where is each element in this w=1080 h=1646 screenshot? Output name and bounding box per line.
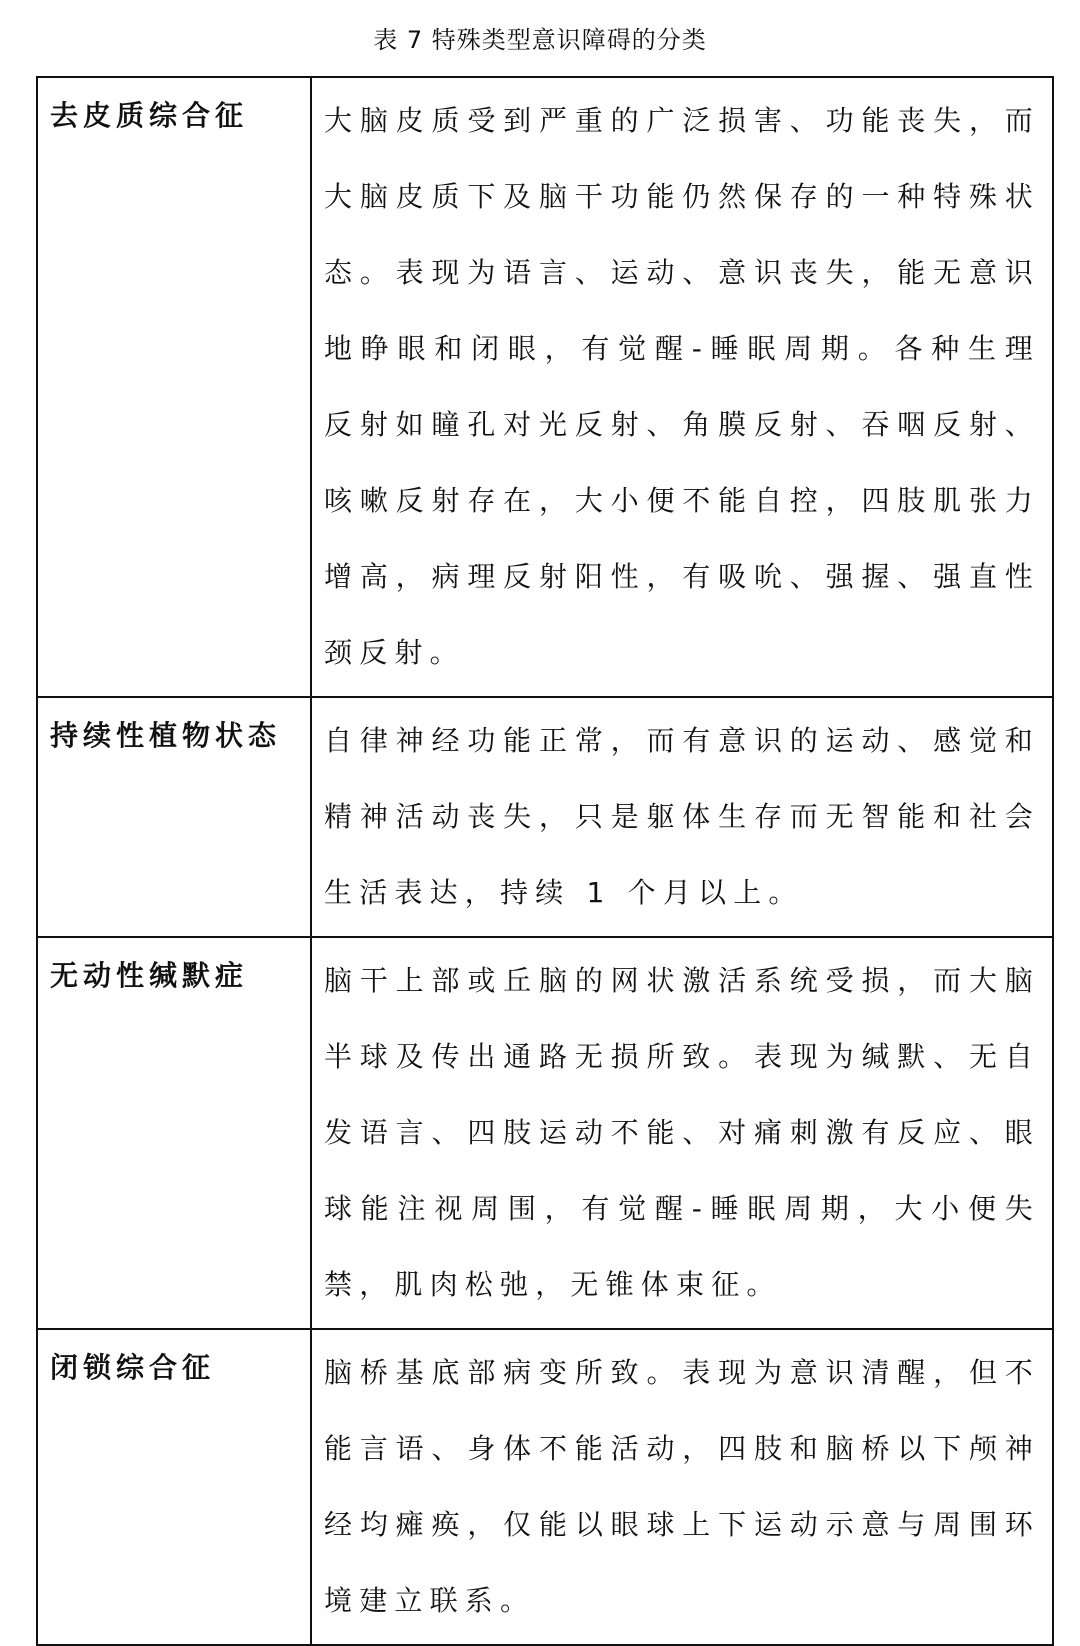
description-cell	[311, 1329, 1053, 1645]
description-akinetic-mutism: 脑干上部或丘脑的网状激活系统受损，而大脑半球及传出通路无损所致。表现为缄默、无自发语言、四肢运动不能、对痛刺激有反应、眼球能注视周围，有觉醒-睡眠周期，大小便失禁，肌肉松弛，无锥体束征。	[324, 964, 1040, 1301]
term-decorticate-syndrome: 去皮质综合征	[50, 99, 249, 132]
term-akinetic-mutism: 无动性缄默症	[50, 959, 249, 992]
term-locked-in-syndrome: 闭锁综合征	[50, 1351, 216, 1384]
term-cell	[37, 1329, 311, 1645]
description-persistent-vegetative-state: 自律神经功能正常，而有意识的运动、感觉和精神活动丧失，只是躯体生存而无智能和社会生活表达，持续 1 个月以上。	[324, 724, 1040, 909]
description-decorticate-syndrome: 大脑皮质受到严重的广泛损害、功能丧失，而大脑皮质下及脑干功能仍然保存的一种特殊状态。表现为语言、运动、意识丧失，能无意识地睁眼和闭眼，有觉醒-睡眠周期。各种生理反射如瞳孔对光反射、角膜反射、吞咽反射、咳嗽反射存在，大小便不能自控，四肢肌张力增高，病理反射阳性，有吸吮、强握、强直性颈反射。	[324, 104, 1040, 669]
term-persistent-vegetative-state: 持续性植物状态	[50, 719, 282, 752]
consciousness-disorder-table	[36, 76, 1054, 1646]
term-cell	[37, 937, 311, 1329]
table-row	[37, 1329, 1053, 1645]
table-caption: 表 7 特殊类型意识障碍的分类	[373, 26, 707, 54]
term-cell	[37, 697, 311, 937]
description-locked-in-syndrome: 脑桥基底部病变所致。表现为意识清醒，但不能言语、身体不能活动，四肢和脑桥以下颅神经均瘫痪，仅能以眼球上下运动示意与周围环境建立联系。	[324, 1356, 1040, 1617]
table-row	[37, 937, 1053, 1329]
description-cell	[311, 697, 1053, 937]
table-row	[37, 697, 1053, 937]
term-cell	[37, 77, 311, 697]
description-cell	[311, 77, 1053, 697]
table-row	[37, 77, 1053, 697]
description-cell	[311, 937, 1053, 1329]
